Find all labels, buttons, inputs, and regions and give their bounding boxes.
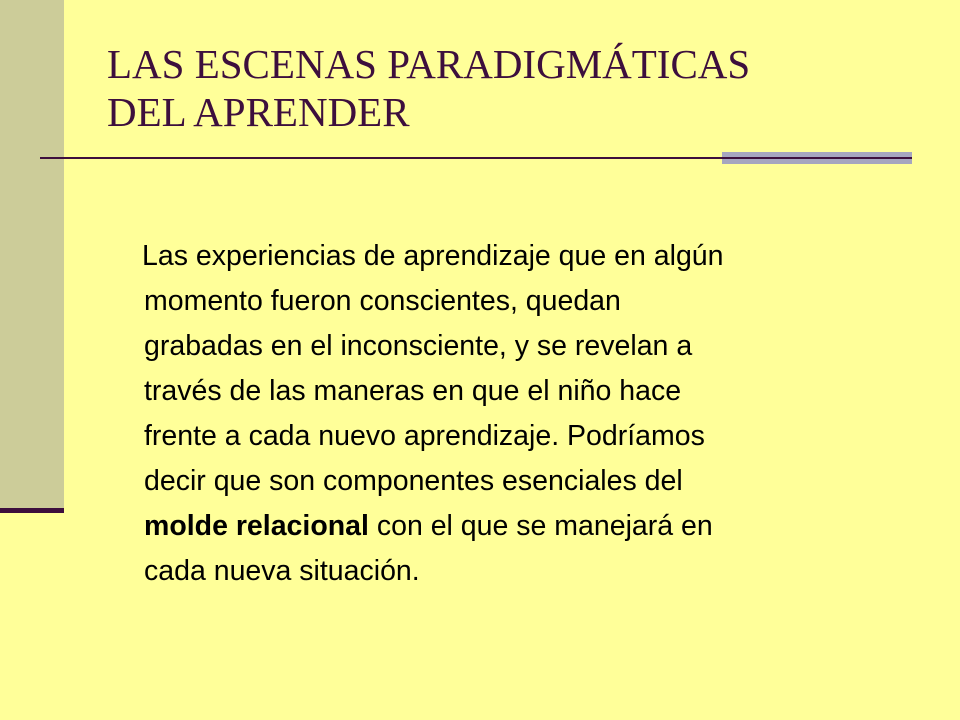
body-line-4: través de las maneras en que el niño hace <box>144 375 682 407</box>
left-bar-rule <box>0 508 64 513</box>
body-bold-term: molde relacional <box>144 510 369 542</box>
body-paragraph <box>144 234 906 594</box>
title-line-2: DEL APRENDER <box>107 89 410 135</box>
body-line-1: Las experiencias de aprendizaje que en algún <box>142 240 724 272</box>
body-line-8: cada nueva situación. <box>144 555 420 587</box>
body-line-3: grabadas en el inconsciente, y se revelan a <box>144 330 693 362</box>
body-line-2: momento fueron conscientes, quedan <box>144 285 621 317</box>
body-line-5: frente a cada nuevo aprendizaje. Podríamos <box>144 420 705 452</box>
slide-title <box>107 40 907 136</box>
title-line-1: LAS ESCENAS PARADIGMÁTICAS <box>107 41 751 87</box>
body-line-6: decir que son componentes esenciales del <box>144 465 683 497</box>
title-accent-line <box>722 157 912 159</box>
left-decorative-bar <box>0 0 64 508</box>
body-line-7-rest: con el que se manejará en <box>368 510 713 542</box>
